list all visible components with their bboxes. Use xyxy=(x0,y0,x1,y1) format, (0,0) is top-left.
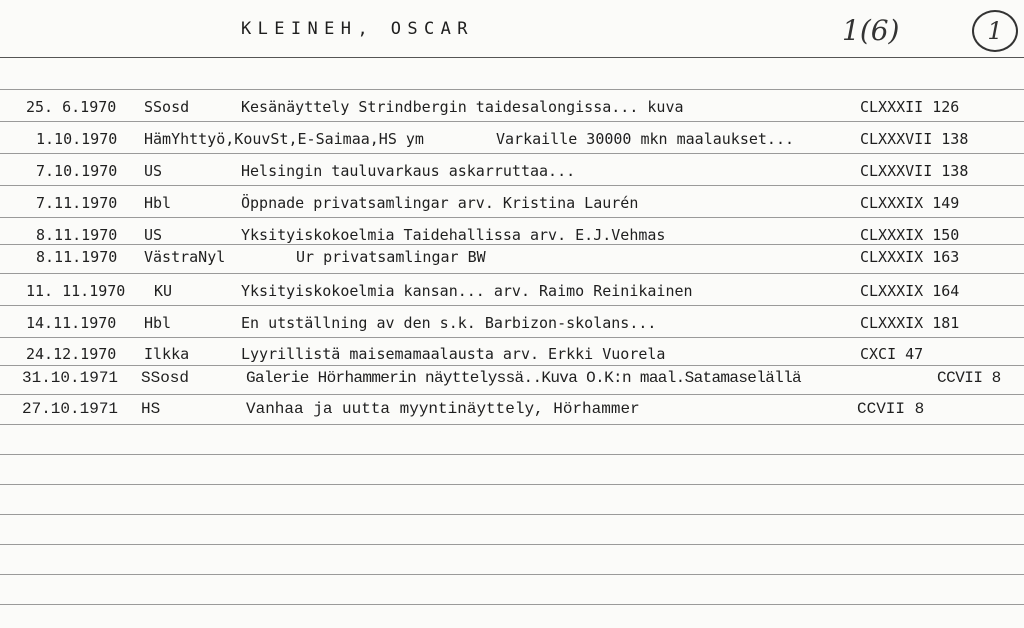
rule-line xyxy=(0,484,1024,485)
handwritten-circled-number xyxy=(972,10,1018,52)
entry-date: 7.10.1970 xyxy=(36,162,118,180)
entry-row xyxy=(0,194,1024,220)
entry-row xyxy=(0,400,1024,426)
entry-text: Galerie Hörhammerin näyttelyssä..Kuva O.K:n maal.Satamaselällä xyxy=(246,369,801,387)
entry-row xyxy=(0,162,1024,188)
entry-ref: CLXXXVII 138 xyxy=(860,130,969,148)
entry-ref: CLXXXIX 181 xyxy=(860,314,960,332)
entry-source: KU xyxy=(154,282,173,300)
card-title: KLEINEH, OSCAR xyxy=(241,19,474,39)
entry-row xyxy=(0,345,1024,371)
entry-text: Kesänäyttely Strindbergin taidesalongissa... kuva xyxy=(241,98,684,116)
entry-text: Vanhaa ja uutta myyntinäyttely, Hörhammer xyxy=(246,400,640,418)
entry-source: HS xyxy=(141,400,161,418)
entry-ref: CCVII 8 xyxy=(937,369,1001,387)
entry-date: 1.10.1970 xyxy=(36,130,118,148)
entry-text: Yksityiskokoelmia Taidehallissa arv. E.J.Vehmas xyxy=(241,226,666,244)
entry-row xyxy=(0,248,1024,274)
header-rule xyxy=(0,57,1024,58)
entry-source: Ilkka xyxy=(144,345,190,363)
entry-text: Lyyrillistä maisemamaalausta arv. Erkki Vuorela xyxy=(241,345,666,363)
entry-source: SSosd xyxy=(141,369,190,387)
entry-source: VästraNyl xyxy=(144,248,226,266)
entry-text: En utställning av den s.k. Barbizon-skolans... xyxy=(241,314,657,332)
entry-ref: CLXXXIX 149 xyxy=(860,194,960,212)
entry-ref: CLXXXIX 150 xyxy=(860,226,960,244)
entry-date: 11. 11.1970 xyxy=(26,282,126,300)
entry-text: Varkaille 30000 mkn maalaukset... xyxy=(496,130,795,148)
entry-date: 8.11.1970 xyxy=(36,226,118,244)
entry-row xyxy=(0,314,1024,340)
rule-line xyxy=(0,574,1024,575)
rule-line xyxy=(0,89,1024,90)
entry-date: 27.10.1971 xyxy=(22,400,119,418)
rule-line xyxy=(0,514,1024,515)
entry-source: Hbl xyxy=(144,194,172,212)
entry-text: Yksityiskokoelmia kansan... arv. Raimo Reinikainen xyxy=(241,282,693,300)
entry-ref: CLXXXIX 164 xyxy=(860,282,960,300)
entry-date: 31.10.1971 xyxy=(22,369,119,387)
rule-line xyxy=(0,454,1024,455)
entry-date: 25. 6.1970 xyxy=(26,98,117,116)
entry-source: US xyxy=(144,162,163,180)
entry-ref: CLXXXII 126 xyxy=(860,98,960,116)
entry-row xyxy=(0,98,1024,124)
entry-text: Ur privatsamlingar BW xyxy=(296,248,486,266)
entry-text: Helsingin tauluvarkaus askarruttaa... xyxy=(241,162,576,180)
entry-row xyxy=(0,282,1024,308)
handwritten-count: 1(6) xyxy=(842,14,900,47)
circled-number-text: 1 xyxy=(987,17,1003,45)
entry-text: Öppnade privatsamlingar arv. Kristina Laurén xyxy=(241,194,639,212)
entry-row xyxy=(0,369,1024,395)
entry-date: 24.12.1970 xyxy=(26,345,117,363)
entry-date: 14.11.1970 xyxy=(26,314,117,332)
entry-source: SSosd xyxy=(144,98,190,116)
entry-row xyxy=(0,130,1024,156)
entry-source: HämYhttyö,KouvSt,E-Saimaa,HS ym xyxy=(144,130,424,148)
entry-ref: CCVII 8 xyxy=(857,400,925,418)
entry-date: 8.11.1970 xyxy=(36,248,118,266)
rule-line xyxy=(0,604,1024,605)
entry-date: 7.11.1970 xyxy=(36,194,118,212)
entry-ref: CLXXXIX 163 xyxy=(860,248,960,266)
entry-ref: CLXXXVII 138 xyxy=(860,162,969,180)
rule-line xyxy=(0,544,1024,545)
entry-ref: CXCI 47 xyxy=(860,345,924,363)
entry-source: US xyxy=(144,226,163,244)
entry-source: Hbl xyxy=(144,314,172,332)
